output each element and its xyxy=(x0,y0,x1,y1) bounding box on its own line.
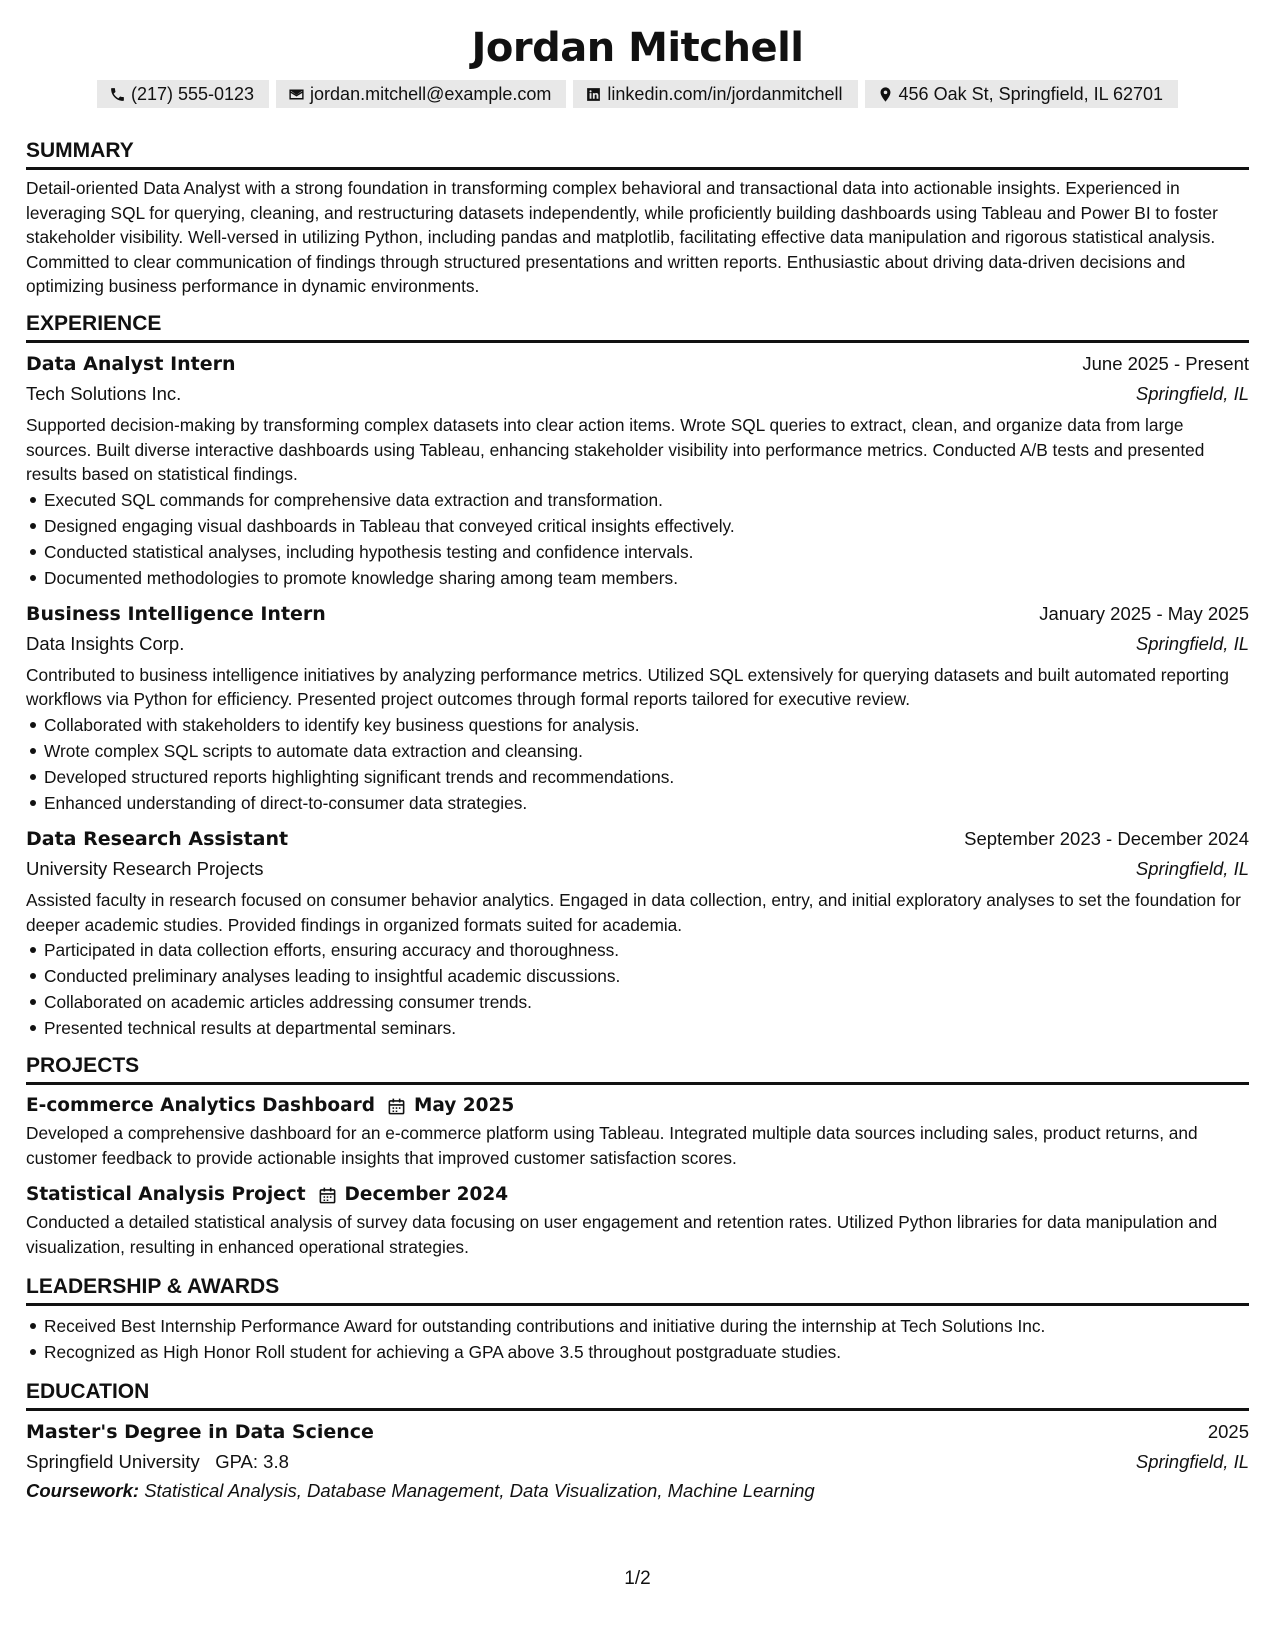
coursework-label: Coursework: xyxy=(26,1479,140,1501)
section-title-summary: SUMMARY xyxy=(26,138,1249,170)
email-text: jordan.mitchell@example.com xyxy=(310,83,552,104)
job-company: Data Insights Corp. xyxy=(26,632,185,654)
job-company: University Research Projects xyxy=(26,857,264,879)
graduation-year: 2025 xyxy=(1207,1420,1249,1442)
list-item: Recognized as High Honor Roll student for achieving a GPA above 3.5 throughout postgraduate studies. xyxy=(26,1339,1249,1365)
email-icon xyxy=(288,86,305,103)
job-dates: January 2025 - May 2025 xyxy=(1039,602,1249,624)
section-title-projects: PROJECTS xyxy=(26,1053,1249,1085)
job-bullets xyxy=(26,937,1249,1041)
coursework xyxy=(26,1477,1249,1505)
page-number: 1/2 xyxy=(624,1568,651,1589)
project-name: E-commerce Analytics Dashboard xyxy=(26,1095,375,1117)
job-dates: September 2023 - December 2024 xyxy=(964,827,1249,849)
section-title-experience: EXPERIENCE xyxy=(26,311,1249,343)
phone-text: (217) 555-0123 xyxy=(130,83,255,104)
phone-icon xyxy=(109,86,126,103)
school-location: Springfield, IL xyxy=(1135,1450,1249,1472)
summary-section xyxy=(26,138,1249,299)
project-description: Developed a comprehensive dashboard for an e-commerce platform using Tableau. Integrated multiple data sources including sales, product returns, and customer feedback to provide actionable insights that improved customer satisfaction scores. xyxy=(26,1123,1198,1168)
job-location: Springfield, IL xyxy=(1135,857,1249,879)
job-location: Springfield, IL xyxy=(1135,382,1249,404)
job-entry xyxy=(26,824,1249,1041)
section-title-education: EDUCATION xyxy=(26,1379,1249,1411)
list-item: Collaborated on academic articles addressing consumer trends. xyxy=(26,989,1249,1015)
list-item: Enhanced understanding of direct-to-consumer data strategies. xyxy=(26,790,1249,816)
summary-text: Detail-oriented Data Analyst with a strong foundation in transforming complex behavioral and transactional data into actionable insights. Experienced in leveraging SQL for querying, cleaning, and restructuring datasets independently, while proficiently building dashboards using Tableau and Power BI to foster stakeholder visibility. Well-versed in utilizing Python, including pandas and matplotlib, facilitating effective data manipulation and rigorous statistical analysis. Committed to clear communication of findings through structured presentations and written reports. Enthusiastic about driving data-driven decisions and optimizing business performance in dynamic environments. xyxy=(26,178,1218,297)
leadership-section xyxy=(26,1274,1249,1365)
degree-title: Master's Degree in Data Science xyxy=(26,1420,374,1443)
list-item: Designed engaging visual dashboards in Tableau that conveyed critical insights effectively. xyxy=(26,513,1249,539)
contact-bar xyxy=(26,80,1249,108)
list-item: Executed SQL commands for comprehensive data extraction and transformation. xyxy=(26,487,1249,513)
project-entry xyxy=(26,1091,1249,1170)
job-description: Contributed to business intelligence initiatives by analyzing performance metrics. Utilized SQL extensively for querying datasets and built automated reporting workflows via Python for efficiency. Presented project outcomes through formal reports tailored for executive review. xyxy=(26,664,1229,710)
list-item: Presented technical results at departmental seminars. xyxy=(26,1015,1249,1041)
list-item: Conducted statistical analyses, including hypothesis testing and confidence intervals. xyxy=(26,539,1249,565)
job-entry xyxy=(26,349,1249,591)
education-section xyxy=(26,1379,1249,1505)
linkedin-icon xyxy=(585,86,602,103)
awards-list xyxy=(26,1313,1249,1365)
job-bullets xyxy=(26,712,1249,816)
contact-address xyxy=(865,80,1179,108)
job-location: Springfield, IL xyxy=(1135,632,1249,654)
contact-phone[interactable] xyxy=(97,80,269,108)
job-description: Assisted faculty in research focused on consumer behavior analytics. Engaged in data collection, entry, and initial exploratory analyses to set the foundation for deeper academic studies. Provided findings in organized formats suited for academia. xyxy=(26,889,1241,935)
calendar-icon xyxy=(318,1186,337,1205)
address-text: 456 Oak St, Springfield, IL 62701 xyxy=(898,83,1164,104)
project-description: Conducted a detailed statistical analysis of survey data focusing on user engagement and retention rates. Utilized Python libraries for data manipulation and visualization, resulting in enhanced operational strategies. xyxy=(26,1212,1218,1257)
gpa: GPA: 3.8 xyxy=(215,1450,289,1472)
job-entry xyxy=(26,599,1249,816)
project-name: Statistical Analysis Project xyxy=(26,1184,306,1206)
list-item: Received Best Internship Performance Award for outstanding contributions and initiative during the internship at Tech Solutions Inc. xyxy=(26,1313,1249,1339)
experience-section xyxy=(26,311,1249,1041)
list-item: Developed structured reports highlighting significant trends and recommendations. xyxy=(26,764,1249,790)
job-company: Tech Solutions Inc. xyxy=(26,382,182,404)
location-pin-icon xyxy=(877,86,894,103)
section-title-leadership: LEADERSHIP & AWARDS xyxy=(26,1274,1249,1306)
school-name: Springfield University xyxy=(26,1450,200,1472)
candidate-name: Jordan Mitchell xyxy=(471,25,804,71)
job-bullets xyxy=(26,487,1249,591)
project-date: December 2024 xyxy=(344,1184,509,1206)
projects-section xyxy=(26,1053,1249,1259)
job-title: Business Intelligence Intern xyxy=(26,602,326,625)
contact-linkedin[interactable] xyxy=(573,80,857,108)
list-item: Documented methodologies to promote knowledge sharing among team members. xyxy=(26,565,1249,591)
contact-email[interactable] xyxy=(276,80,566,108)
project-entry xyxy=(26,1180,1249,1259)
list-item: Participated in data collection efforts, ensuring accuracy and thoroughness. xyxy=(26,937,1249,963)
project-date: May 2025 xyxy=(413,1095,515,1117)
list-item: Conducted preliminary analyses leading to insightful academic discussions. xyxy=(26,963,1249,989)
list-item: Collaborated with stakeholders to identify key business questions for analysis. xyxy=(26,712,1249,738)
job-dates: June 2025 - Present xyxy=(1082,352,1249,374)
job-title: Data Analyst Intern xyxy=(26,352,236,375)
job-description: Supported decision-making by transforming complex datasets into clear action items. Wrote SQL queries to extract, clean, and organize data from large sources. Built diverse interactive dashboards using Tableau, enhancing stakeholder visibility into performance metrics. Conducted A/B tests and presented results based on statistical findings. xyxy=(26,414,1205,485)
list-item: Wrote complex SQL scripts to automate data extraction and cleansing. xyxy=(26,738,1249,764)
resume-page xyxy=(26,0,1249,1505)
coursework-list: Statistical Analysis, Database Management, Data Visualization, Machine Learning xyxy=(144,1479,815,1501)
linkedin-text: linkedin.com/in/jordanmitchell xyxy=(607,83,843,104)
calendar-icon xyxy=(387,1097,406,1116)
job-title: Data Research Assistant xyxy=(26,827,289,850)
